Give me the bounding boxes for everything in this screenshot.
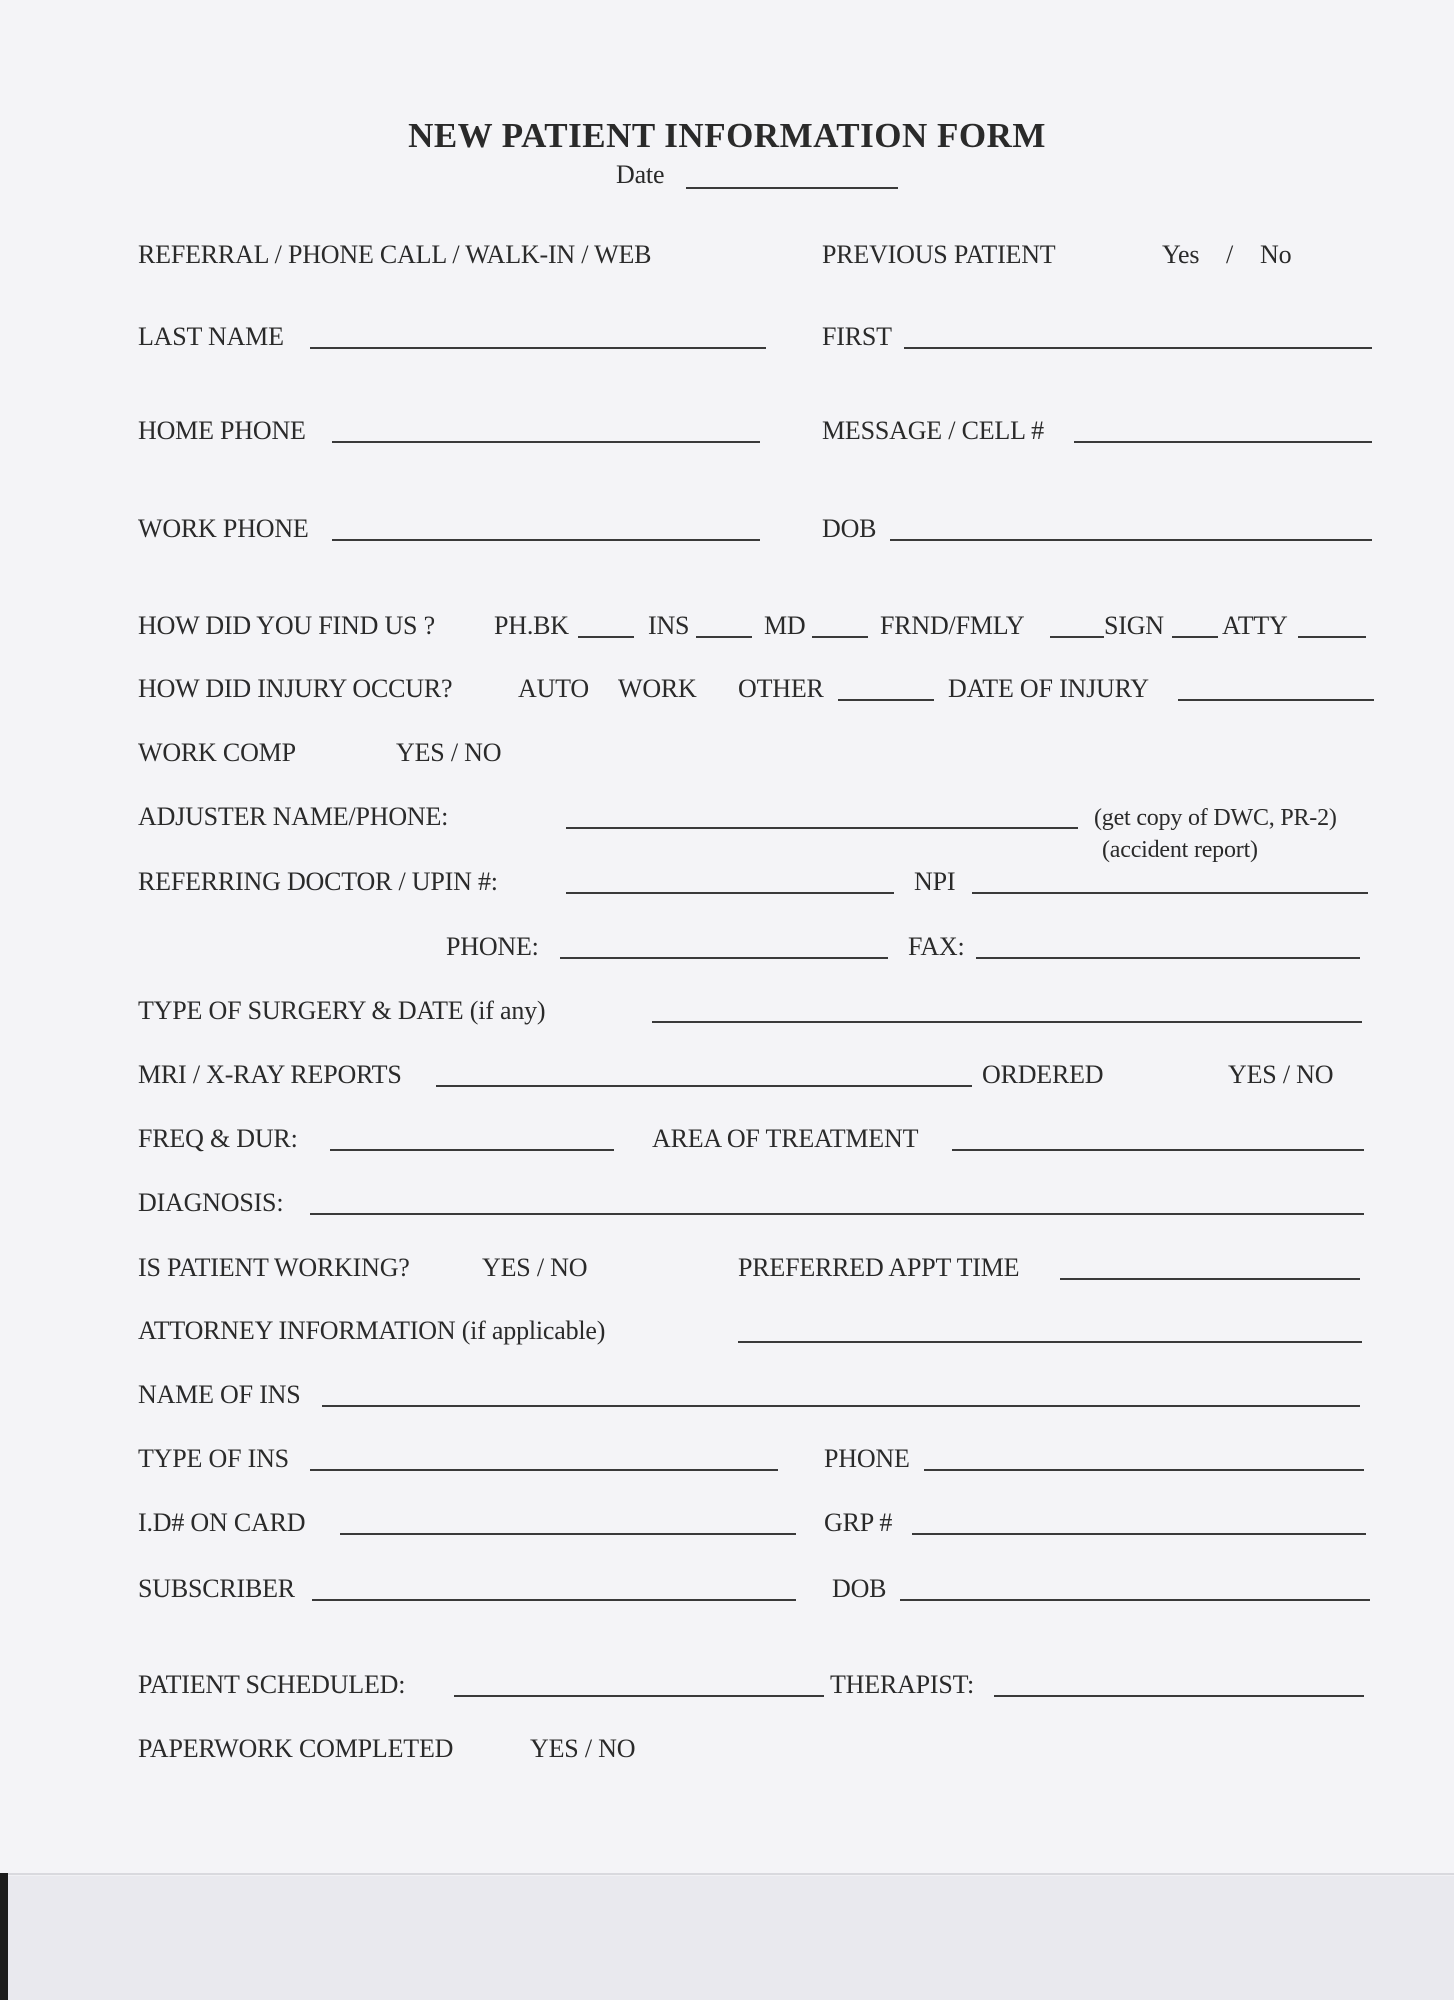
- dob-field[interactable]: [890, 539, 1372, 541]
- ordered-options[interactable]: YES / NO: [1228, 1060, 1334, 1089]
- ins-type-field[interactable]: [310, 1469, 778, 1471]
- message-cell-label: MESSAGE / CELL #: [822, 416, 1044, 445]
- mri-label: MRI / X-RAY REPORTS: [138, 1060, 402, 1089]
- accident-note: (accident report): [1102, 837, 1258, 863]
- find-ins-label: INS: [648, 611, 690, 640]
- diagnosis-field[interactable]: [310, 1213, 1364, 1215]
- working-label: IS PATIENT WORKING?: [138, 1253, 410, 1282]
- subscriber-dob-field[interactable]: [900, 1599, 1370, 1601]
- first-name-field[interactable]: [904, 347, 1372, 349]
- find-sign-field[interactable]: [1172, 636, 1218, 638]
- dwc-note: (get copy of DWC, PR-2): [1094, 805, 1337, 831]
- previous-patient-no[interactable]: No: [1260, 240, 1292, 269]
- find-md-label: MD: [764, 611, 806, 640]
- npi-field[interactable]: [972, 892, 1368, 894]
- home-phone-label: HOME PHONE: [138, 416, 306, 445]
- date-of-injury-field[interactable]: [1178, 699, 1374, 701]
- area-field[interactable]: [952, 1149, 1364, 1151]
- work-phone-label: WORK PHONE: [138, 514, 309, 543]
- ins-phone-field[interactable]: [924, 1469, 1364, 1471]
- find-frnd-label: FRND/FMLY: [880, 611, 1025, 640]
- ins-name-field[interactable]: [322, 1405, 1360, 1407]
- find-md-field[interactable]: [812, 636, 868, 638]
- injury-other-field[interactable]: [838, 699, 934, 701]
- area-label: AREA OF TREATMENT: [652, 1124, 919, 1153]
- last-name-field[interactable]: [310, 347, 766, 349]
- referring-doctor-label: REFERRING DOCTOR / UPIN #:: [138, 867, 498, 896]
- attorney-field[interactable]: [738, 1341, 1362, 1343]
- subscriber-label: SUBSCRIBER: [138, 1574, 295, 1603]
- adjuster-label: ADJUSTER NAME/PHONE:: [138, 802, 449, 831]
- attorney-label: ATTORNEY INFORMATION (if applicable): [138, 1316, 606, 1345]
- last-name-label: LAST NAME: [138, 322, 284, 351]
- previous-patient-slash: /: [1226, 240, 1234, 269]
- paperwork-label: PAPERWORK COMPLETED: [138, 1734, 454, 1763]
- message-cell-field[interactable]: [1074, 441, 1372, 443]
- scan-edge: [0, 1873, 8, 2000]
- work-phone-field[interactable]: [332, 539, 760, 541]
- find-phbk-label: PH.BK: [494, 611, 569, 640]
- npi-label: NPI: [914, 867, 956, 896]
- scheduled-field[interactable]: [454, 1695, 824, 1697]
- previous-patient-yes[interactable]: Yes: [1162, 240, 1200, 269]
- date-label: Date: [616, 160, 665, 189]
- previous-patient-label: PREVIOUS PATIENT: [822, 240, 1056, 269]
- doctor-phone-label: PHONE:: [446, 932, 539, 961]
- mri-field[interactable]: [436, 1085, 972, 1087]
- surgery-field[interactable]: [652, 1021, 1362, 1023]
- injury-auto[interactable]: AUTO: [518, 674, 589, 703]
- injury-label: HOW DID INJURY OCCUR?: [138, 674, 453, 703]
- referring-doctor-field[interactable]: [566, 892, 894, 894]
- form-title: NEW PATIENT INFORMATION FORM: [408, 116, 1046, 155]
- surgery-label: TYPE OF SURGERY & DATE (if any): [138, 996, 546, 1025]
- appt-label: PREFERRED APPT TIME: [738, 1253, 1020, 1282]
- paperwork-options[interactable]: YES / NO: [530, 1734, 636, 1763]
- fax-label: FAX:: [908, 932, 965, 961]
- date-of-injury-label: DATE OF INJURY: [948, 674, 1149, 703]
- diagnosis-label: DIAGNOSIS:: [138, 1188, 284, 1217]
- freq-field[interactable]: [330, 1149, 614, 1151]
- ins-phone-label: PHONE: [824, 1444, 910, 1473]
- adjuster-field[interactable]: [566, 827, 1078, 829]
- working-options[interactable]: YES / NO: [482, 1253, 588, 1282]
- therapist-label: THERAPIST:: [830, 1670, 975, 1699]
- doctor-phone-field[interactable]: [560, 957, 888, 959]
- ordered-label: ORDERED: [982, 1060, 1104, 1089]
- first-name-label: FIRST: [822, 322, 892, 351]
- home-phone-field[interactable]: [332, 441, 760, 443]
- scan-margin: [8, 1876, 1454, 2000]
- subscriber-dob-label: DOB: [832, 1574, 887, 1603]
- find-frnd-field[interactable]: [1050, 636, 1104, 638]
- find-atty-field[interactable]: [1298, 636, 1366, 638]
- work-comp-options[interactable]: YES / NO: [396, 738, 502, 767]
- id-card-field[interactable]: [340, 1533, 796, 1535]
- ins-name-label: NAME OF INS: [138, 1380, 301, 1409]
- scheduled-label: PATIENT SCHEDULED:: [138, 1670, 406, 1699]
- grp-label: GRP #: [824, 1508, 893, 1537]
- fax-field[interactable]: [976, 957, 1360, 959]
- injury-work[interactable]: WORK: [618, 674, 697, 703]
- work-comp-label: WORK COMP: [138, 738, 296, 767]
- ins-type-label: TYPE OF INS: [138, 1444, 289, 1473]
- find-phbk-field[interactable]: [578, 636, 634, 638]
- find-ins-field[interactable]: [696, 636, 752, 638]
- find-atty-label: ATTY: [1222, 611, 1288, 640]
- source-options: REFERRAL / PHONE CALL / WALK-IN / WEB: [138, 240, 652, 269]
- find-sign-label: SIGN: [1104, 611, 1164, 640]
- freq-label: FREQ & DUR:: [138, 1124, 298, 1153]
- appt-field[interactable]: [1060, 1278, 1360, 1280]
- date-field[interactable]: [686, 187, 898, 189]
- therapist-field[interactable]: [994, 1695, 1364, 1697]
- dob-label: DOB: [822, 514, 877, 543]
- grp-field[interactable]: [912, 1533, 1366, 1535]
- injury-other: OTHER: [738, 674, 824, 703]
- subscriber-field[interactable]: [312, 1599, 796, 1601]
- find-us-label: HOW DID YOU FIND US ?: [138, 611, 435, 640]
- id-card-label: I.D# ON CARD: [138, 1508, 306, 1537]
